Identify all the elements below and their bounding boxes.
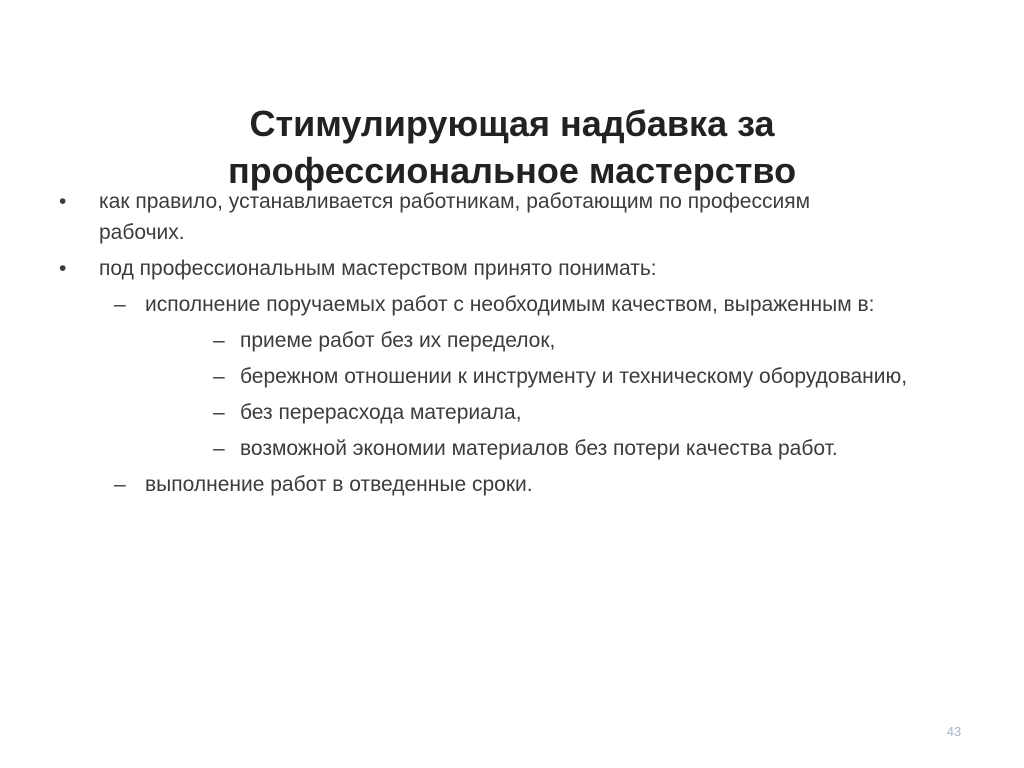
bullet-item	[59, 253, 869, 284]
slide-title	[100, 100, 924, 194]
dash-marker: –	[213, 401, 225, 424]
bullet-marker: •	[59, 190, 67, 213]
bullet-item	[59, 186, 869, 248]
sub-bullet-text: выполнение работ в отведенные сроки.	[145, 473, 533, 496]
sub-bullet-text: исполнение поручаемых работ с необходимым качеством, выраженным в:	[145, 293, 875, 316]
dash-marker: –	[213, 329, 225, 352]
dash-marker: –	[213, 365, 225, 388]
dash-marker: –	[114, 293, 126, 316]
bullet-list	[0, 186, 1024, 505]
slide-title-line-1: Стимулирующая надбавка за	[249, 103, 775, 144]
slide-title-line-2: профессиональное мастерство	[227, 150, 797, 191]
bullet-text: как правило, устанавливается работникам, работающим по профессиям рабочих.	[99, 190, 811, 244]
dash-marker: –	[114, 473, 126, 496]
sub-sub-bullet-text: без перерасхода материала,	[240, 401, 522, 424]
bullet-text: под профессиональным мастерством принято понимать:	[99, 257, 657, 280]
sub-sub-bullet-text: возможной экономии материалов без потери качества работ.	[240, 437, 838, 460]
sub-sub-bullet-text: бережном отношении к инструменту и техническому оборудованию,	[240, 365, 908, 388]
sub-sub-bullet-text: приеме работ без их переделок,	[240, 329, 556, 352]
sub-sub-bullet-item	[213, 433, 940, 464]
page-number: 43	[946, 724, 962, 739]
bullet-marker: •	[59, 257, 67, 280]
sub-sub-bullet-item	[213, 361, 940, 392]
dash-marker: –	[213, 437, 225, 460]
sub-sub-bullet-item	[213, 397, 940, 428]
sub-sub-bullet-item	[213, 325, 940, 356]
sub-bullet-item	[114, 469, 905, 500]
sub-bullet-item	[114, 289, 905, 320]
